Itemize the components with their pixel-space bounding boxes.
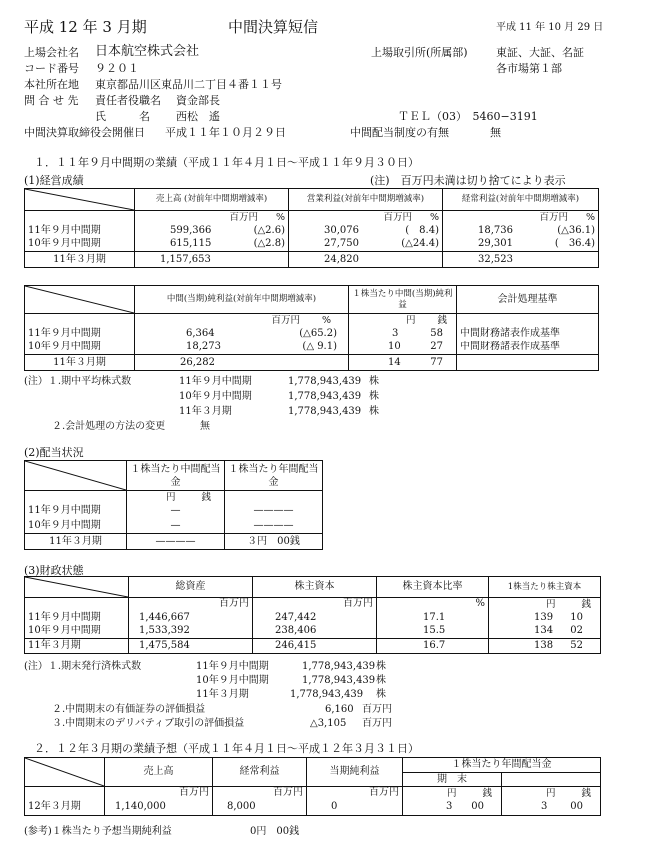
- unit-yen: 円: [545, 598, 556, 610]
- table-cell: 30,076: [324, 224, 359, 236]
- securities-unit: 百万円: [362, 704, 392, 715]
- report-period: 平成 12 年 3 月期: [24, 18, 147, 36]
- derivative-unit: 百万円: [362, 718, 392, 729]
- row-label: 12年３月期: [25, 800, 105, 816]
- net-income-table: [24, 285, 599, 371]
- diagonal-header: [25, 461, 127, 491]
- unit-percent: %: [377, 598, 489, 611]
- table-cell: 247,442: [253, 611, 377, 625]
- diagonal-header: [25, 758, 105, 787]
- table-cell: —: [127, 519, 225, 534]
- note-unit: 株: [376, 675, 386, 686]
- row-label: 10年９月中間期: [25, 238, 135, 252]
- exchange-sub: 各市場第１部: [496, 62, 562, 75]
- dividend-system-label: 中間配当制度の有無: [350, 126, 449, 139]
- table-cell: 139: [534, 611, 554, 623]
- unit-million: 百万円: [383, 211, 412, 223]
- table-cell: (△36.1): [557, 224, 595, 236]
- address: 東京都品川区東品川二丁目４番１１号: [95, 78, 282, 91]
- reference-value: 0円 00銭: [250, 826, 300, 837]
- table-cell: 238,406: [253, 625, 377, 639]
- contact-label: 問 合 せ 先: [24, 94, 79, 107]
- exchange: 東証、大証、名証: [496, 46, 584, 59]
- unit-yen: 円: [446, 787, 457, 799]
- table-cell: 18,736: [478, 224, 513, 236]
- avg-shares-label: (注）１.期中平均株式数: [24, 376, 132, 387]
- note-value: 1,778,943,439: [290, 689, 364, 700]
- unit-million: 百万円: [253, 598, 377, 611]
- contact-role: 資金部長: [176, 94, 220, 107]
- unit-sen: 銭: [482, 787, 492, 799]
- table-cell: —: [127, 504, 225, 519]
- table-cell: 1,475,584: [129, 639, 253, 654]
- shares-label: (注）１.期末発行済株式数: [24, 661, 142, 672]
- results-table: [24, 188, 599, 268]
- diagonal-header: [25, 286, 135, 314]
- row-label: 10年９月中間期: [25, 341, 135, 355]
- table-cell: ( 36.4): [554, 238, 595, 250]
- company-name-label: 上場会社名: [24, 46, 79, 59]
- header-interim-dividend: １株当たり中間配当金: [127, 461, 225, 491]
- table-cell: 1,446,667: [129, 611, 253, 625]
- table-cell: 52: [570, 640, 583, 651]
- company-name: 日本航空株式会社: [95, 44, 200, 59]
- note-unit: 株: [369, 406, 379, 417]
- table-cell: 中間財務諸表作成基準: [457, 341, 599, 355]
- table-cell: 27,750: [324, 238, 359, 250]
- note-unit: 株: [369, 376, 379, 387]
- address-label: 本社所在地: [24, 78, 79, 91]
- table-cell: 17.1: [377, 611, 489, 625]
- table-cell: 6,364: [186, 327, 215, 339]
- table-cell: 246,415: [253, 639, 377, 654]
- table-cell: 8,000: [213, 800, 307, 816]
- derivative-value: △3,105: [310, 718, 347, 729]
- table-cell: 16.7: [377, 639, 489, 654]
- board-date: 平成１１年１０月２９日: [165, 126, 286, 139]
- table-cell: ( 8.4): [405, 224, 439, 236]
- table-cell: 14: [388, 356, 401, 368]
- securities-value: 6,160: [325, 704, 354, 715]
- unit-sen: 銭: [201, 491, 211, 503]
- table-cell: 3: [392, 327, 399, 339]
- row-label: 11年９月中間期: [25, 611, 129, 625]
- table-cell: 0: [307, 800, 403, 816]
- table-cell: (△2.6): [253, 224, 285, 236]
- row-label: 11年９月中間期: [25, 504, 127, 519]
- financial-title: (3)財政状態: [24, 564, 84, 577]
- row-label: 10年９月中間期: [25, 519, 127, 534]
- note-value: 1,778,943,439: [288, 376, 362, 387]
- unit-yen: 円: [165, 491, 176, 503]
- table-cell: 15.5: [377, 625, 489, 639]
- table-cell: 26,282: [180, 356, 215, 368]
- table-cell: 24,820: [324, 253, 359, 265]
- table-cell: 615,115: [170, 238, 212, 250]
- table-cell: 599,366: [170, 224, 212, 236]
- unit-sen: 銭: [581, 787, 591, 799]
- dividends-table: [24, 460, 323, 550]
- table-cell: 32,523: [478, 253, 513, 265]
- table-cell: (△65.2): [299, 327, 337, 339]
- note-period: 11年３月期: [196, 689, 249, 700]
- header-equity-per-share: 1株当たり株主資本: [489, 577, 601, 598]
- table-cell: 00: [471, 801, 484, 813]
- note-value: 1,778,943,439: [302, 661, 376, 672]
- financial-table: [24, 576, 601, 654]
- forecast-title: ２．１２年３月期の業績予想（平成１１年４月１日〜平成１２年３月３１日）: [34, 742, 419, 755]
- table-cell: 29,301: [478, 238, 513, 250]
- board-date-label: 中間決算取締役会開催日: [24, 126, 145, 139]
- table-cell: (△24.4): [401, 238, 439, 250]
- unit-million: 百万円: [213, 787, 307, 800]
- table-cell: 1,157,653: [160, 253, 211, 265]
- header-equity: 株主資本: [253, 577, 377, 598]
- row-label: 11年３月期: [25, 252, 135, 268]
- row-label: 11年３月期: [25, 639, 129, 654]
- note-unit: 株: [376, 689, 386, 700]
- contact-tel: ＴＥＬ（03） 5460−3191: [398, 110, 538, 123]
- table-cell: 3: [541, 801, 548, 813]
- table-cell: 00: [570, 801, 583, 813]
- header-total-assets: 総資産: [129, 577, 253, 598]
- derivative-label: ３.中間期末のデリバティブ取引の評価損益: [52, 718, 245, 729]
- accounting-change-label: ２.会計処理の方法の変更: [52, 421, 166, 432]
- table-cell: ————: [225, 519, 323, 534]
- row-label: 11年３月期: [25, 534, 127, 550]
- table-cell: ３円 00銭: [225, 534, 323, 550]
- unit-million: 百万円: [539, 211, 568, 223]
- header-equity-ratio: 株主資本比率: [377, 577, 489, 598]
- table-cell: 1,140,000: [105, 800, 213, 816]
- section1-title: １．１１年９月中間期の業績（平成１１年４月１日〜平成１１年９月３０日）: [34, 156, 419, 169]
- dividends-title: (2)配当状況: [24, 446, 84, 459]
- dividend-system: 無: [490, 126, 501, 139]
- report-date: 平成 11 年 10 月 29 日: [496, 22, 604, 33]
- row-label: 11年９月中間期: [25, 224, 135, 238]
- header-ordinary-income: 経常利益(対前年中間期増減率): [443, 189, 599, 211]
- table-cell: 27: [430, 341, 443, 353]
- table-cell: ————: [127, 534, 225, 550]
- note-period: 11年９月中間期: [196, 661, 269, 672]
- securities-label: ２.中間期末の有価証券の評価損益: [52, 704, 206, 715]
- unit-sen: 銭: [437, 314, 447, 326]
- report-title: 中間決算短信: [228, 18, 319, 36]
- note-unit: 株: [376, 661, 386, 672]
- table-cell: 77: [430, 356, 443, 368]
- unit-percent: %: [321, 314, 331, 326]
- header-operating-income: 営業利益(対前年中間期増減率): [289, 189, 443, 211]
- row-label: 11年９月中間期: [25, 327, 135, 341]
- unit-yen: 円: [545, 787, 556, 799]
- table-cell: 02: [570, 625, 583, 637]
- table-cell: 58: [430, 327, 443, 339]
- table-cell: 10: [388, 341, 401, 353]
- contact-name-label: 氏 名: [95, 110, 150, 123]
- code: ９２０１: [95, 62, 139, 75]
- note-period: 11年３月期: [179, 406, 232, 417]
- contact-role-label: 責任者役職名: [95, 94, 161, 107]
- note-unit: 株: [369, 391, 379, 402]
- table-cell: 134: [534, 625, 554, 637]
- header-annual-dividend: １株当たり年間配当金: [225, 461, 323, 491]
- note-period: 11年９月中間期: [179, 376, 252, 387]
- table-cell: 138: [534, 640, 554, 651]
- results-note: (注) 百万円未満は切り捨てにより表示: [370, 174, 566, 187]
- table-cell: ————: [225, 504, 323, 519]
- note-value: 1,778,943,439: [302, 675, 376, 686]
- unit-million: 百万円: [307, 787, 403, 800]
- row-label: 11年３月期: [25, 355, 135, 371]
- table-cell: 1,533,392: [129, 625, 253, 639]
- diagonal-header: [25, 577, 129, 598]
- header-ordinary-income: 経常利益: [213, 758, 307, 787]
- header-net-income: 当期純利益: [307, 758, 403, 787]
- unit-million: 百万円: [271, 314, 300, 326]
- results-title: (1)経営成績: [24, 174, 84, 187]
- code-label: コード番号: [24, 62, 79, 75]
- header-eps: １株当たり中間(当期)純利益: [349, 286, 457, 314]
- unit-percent: %: [275, 211, 285, 223]
- header-sales: 売上高 (対前年中間期増減率): [135, 189, 289, 211]
- forecast-table: [24, 757, 601, 816]
- header-year-end: 期 末: [403, 773, 502, 787]
- header-sales: 売上高: [105, 758, 213, 787]
- note-period: 10年９月中間期: [179, 391, 252, 402]
- table-cell: 中間財務諸表作成基準: [457, 327, 599, 341]
- reference-label: (参考)１株当たり予想当期純利益: [24, 826, 172, 837]
- contact-name: 西松 遙: [176, 110, 220, 123]
- note-value: 1,778,943,439: [288, 406, 362, 417]
- table-cell: 18,273: [186, 341, 221, 353]
- unit-million: 百万円: [229, 211, 258, 223]
- table-cell: (△2.8): [253, 238, 285, 250]
- exchange-label: 上場取引所(所属部): [371, 46, 468, 59]
- accounting-change-value: 無: [200, 421, 210, 432]
- table-cell: 10: [570, 611, 583, 623]
- note-period: 10年９月中間期: [196, 675, 269, 686]
- unit-yen: 円: [405, 314, 416, 326]
- header-accounting-basis: 会計処理基準: [457, 286, 599, 314]
- note-value: 1,778,943,439: [288, 391, 362, 402]
- unit-percent: %: [585, 211, 595, 223]
- header-annual-dividend: １株当たり年間配当金: [403, 758, 601, 773]
- unit-percent: %: [429, 211, 439, 223]
- table-cell: (△ 9.1): [302, 341, 337, 353]
- diagonal-header: [25, 189, 135, 211]
- row-label: 10年９月中間期: [25, 625, 129, 639]
- table-cell: 3: [446, 801, 453, 813]
- unit-million: 百万円: [105, 787, 213, 800]
- unit-million: 百万円: [129, 598, 253, 611]
- header-net-income: 中間(当期)純利益(対前年中間期増減率): [135, 286, 349, 314]
- unit-sen: 銭: [581, 598, 591, 610]
